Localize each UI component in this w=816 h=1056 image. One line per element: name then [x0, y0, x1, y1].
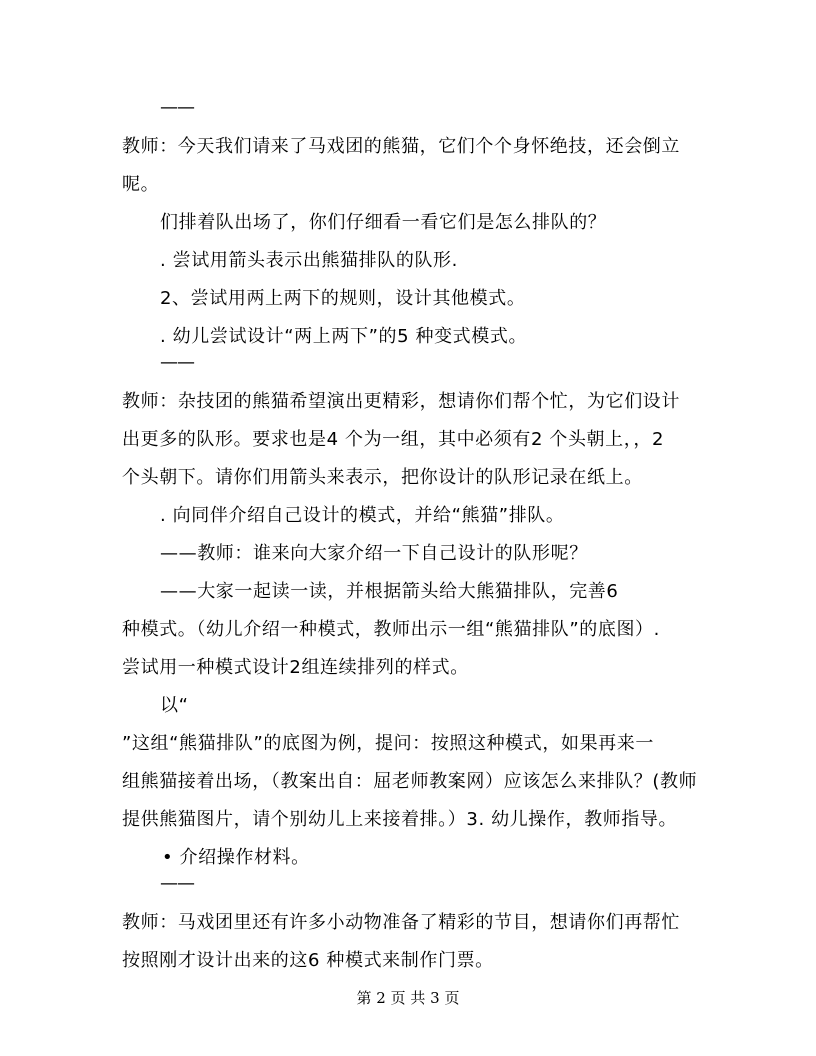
text-line-1: —— — [160, 97, 194, 118]
text-line-17: 以“ — [160, 695, 189, 716]
text-line-10: 出更多的队形。要求也是4 个为一组，其中必须有2 个头朝上，，2 — [122, 429, 664, 450]
text-line-19: 组熊猫接着出场，（教案出自：屈老师教案网）应该怎么来排队？(教师 — [122, 771, 698, 792]
text-line-23: 教师：马戏团里还有许多小动物准备了精彩的节目，想请你们再帮忙 — [122, 912, 680, 933]
text-line-11: 个头朝下。请你们用箭头来表示，把你设计的队形记录在纸上。 — [122, 467, 643, 488]
text-line-2: 教师：今天我们请来了马戏团的熊猫，它们个个身怀绝技，还会倒立 — [122, 136, 680, 157]
text-line-9: 教师：杂技团的熊猫希望演出更精彩，想请你们帮个忙，为它们设计 — [122, 391, 680, 412]
text-line-22: —— — [160, 873, 194, 894]
text-line-3: 呢。 — [122, 174, 160, 195]
text-line-20: 提供熊猫图片，请个别幼儿上来接着排。）3. 幼儿操作，教师指导。 — [122, 809, 678, 830]
text-line-4: 们排着队出场了，你们仔细看一看它们是怎么排队的？ — [160, 212, 607, 233]
text-line-7: . 幼儿尝试设计“两上两下”的5 种变式模式。 — [160, 326, 528, 347]
text-line-6: 2、尝试用两上两下的规则，设计其他模式。 — [160, 288, 526, 309]
text-line-13: ——教师：谁来向大家介绍一下自己设计的队形呢？ — [160, 543, 588, 564]
text-line-21: • 介绍操作材料。 — [162, 847, 310, 868]
text-line-18: ”这组“熊猫排队”的底图为例，提问：按照这种模式，如果再来一 — [122, 733, 654, 754]
text-line-8: —— — [160, 352, 194, 373]
text-line-12: . 向同伴介绍自己设计的模式，并给“熊猫”排队。 — [160, 505, 565, 526]
text-line-24: 按照刚才设计出来的这6 种模式来制作门票。 — [122, 950, 494, 971]
text-line-14: ——大家一起读一读，并根据箭头给大熊猫排队，完善6 — [160, 581, 619, 602]
page-footer: 第 2 页 共 3 页 — [356, 989, 460, 1007]
text-line-15: 种模式。（幼儿介绍一种模式，教师出示一组“熊猫排队”的底图）. — [122, 619, 660, 640]
text-line-5: . 尝试用箭头表示出熊猫排队的队形. — [160, 250, 458, 271]
text-line-16: 尝试用一种模式设计2组连续排列的样式。 — [122, 657, 469, 678]
